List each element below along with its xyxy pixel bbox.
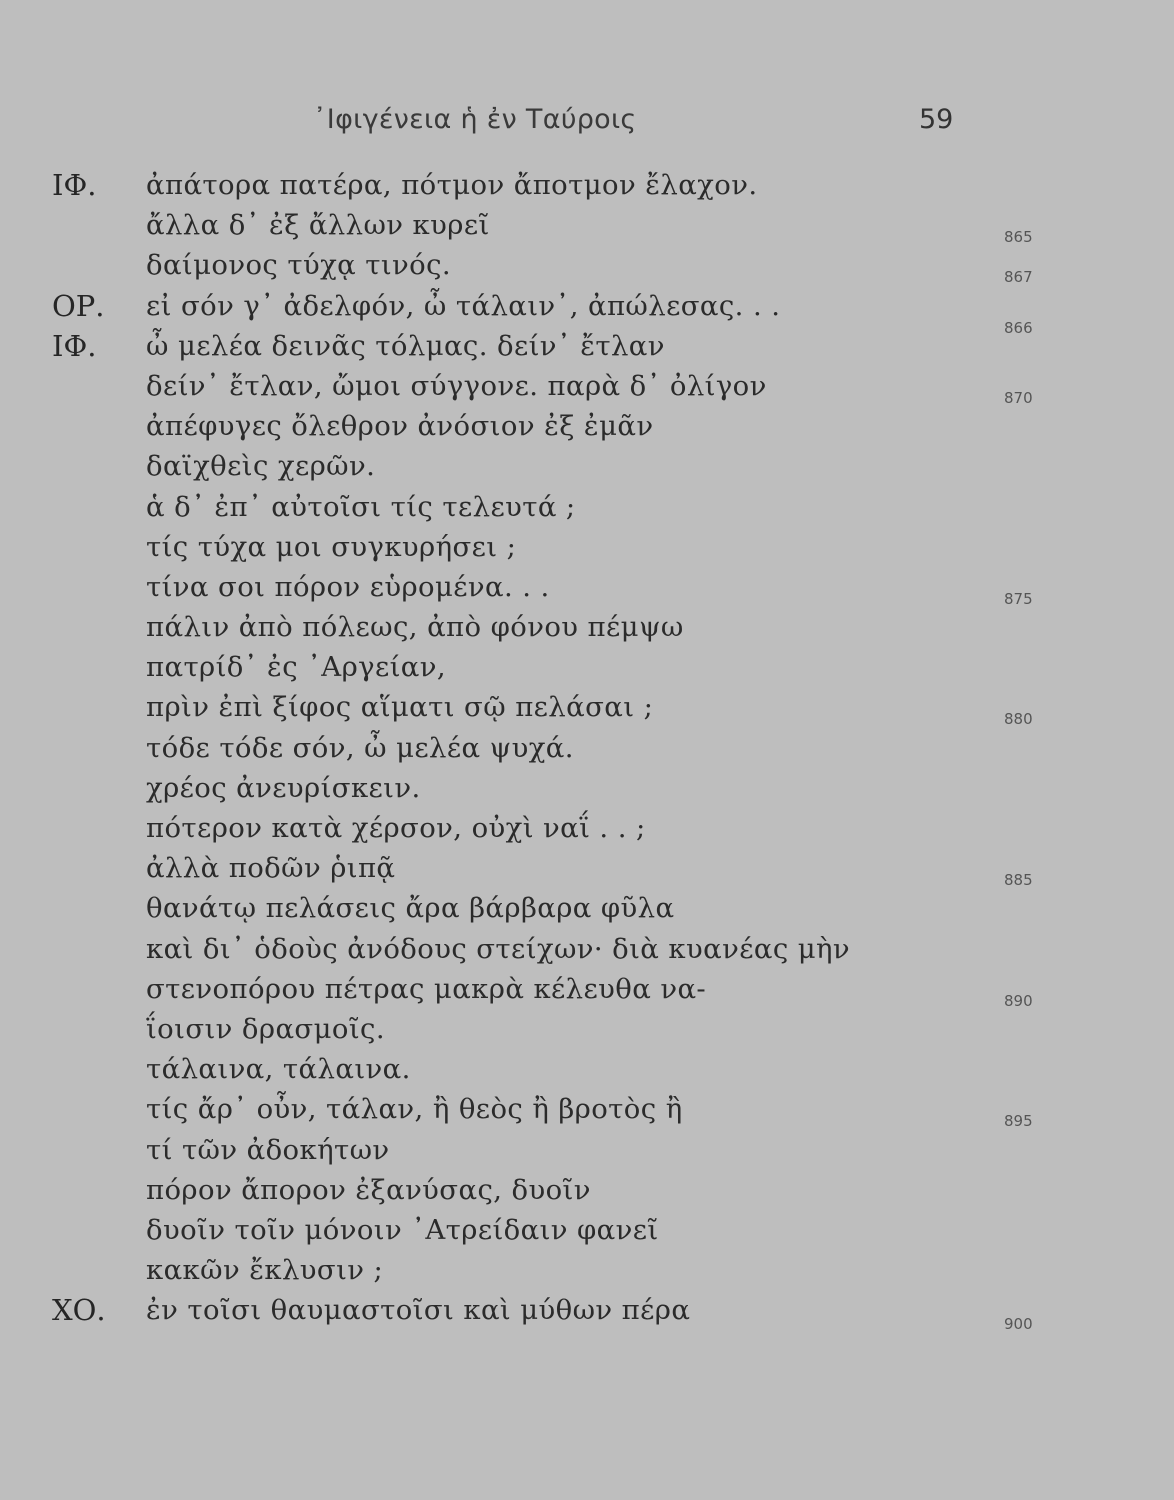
verse-line [0, 366, 1174, 406]
verse-text: χρέος ἀνευρίσκειν. [146, 771, 421, 804]
verse-line [0, 1210, 1174, 1250]
verse-line [0, 1250, 1174, 1290]
verse-line [0, 567, 1174, 607]
verse-text: δυοῖν τοῖν μόνοιν ᾿Ατρείδαιν φανεῖ [146, 1213, 659, 1246]
verse-text: πάλιν ἀπὸ πόλεως, ἀπὸ φόνου πέμψω [146, 611, 684, 644]
verse-line [0, 768, 1174, 808]
verse-line [0, 607, 1174, 647]
verse-line [0, 687, 1174, 727]
verse-line [0, 1130, 1174, 1170]
verse-text: εἰ σόν γ᾿ ἀδελφόν, ὦ τάλαιν᾿, ἀπώλεσας. . . [146, 289, 781, 322]
verse-text: ἄλλα δ᾿ ἐξ ἄλλων κυρεῖ [146, 209, 490, 242]
verse-text: στενοπόρου πέτρας μακρὰ κέλευθα να- [146, 972, 707, 1005]
verse-text: πατρίδ᾿ ἐς ᾿Αργείαν, [146, 651, 447, 684]
verse-text: δείν᾿ ἔτλαν, ὤμοι σύγγονε. παρὰ δ᾿ ὀλίγον [146, 369, 767, 402]
speaker-label: ΙΦ. [52, 168, 97, 202]
verse-line [0, 1290, 1174, 1334]
verse-text: τίς τύχα μοι συγκυρήσει ; [146, 530, 517, 563]
verse-text: τίνα σοι πόρον εὑρομένα. . . [146, 570, 550, 603]
verse-text: τίς ἄρ᾿ οὖν, τάλαν, ἢ θεὸς ἢ βροτὸς ἢ [146, 1093, 683, 1126]
verse-line [0, 969, 1174, 1009]
verse-line [0, 929, 1174, 969]
line-number: 880 [1004, 710, 1033, 729]
verse-line [0, 888, 1174, 928]
line-number: 866 [1004, 318, 1033, 337]
verse-text: τάλαινα, τάλαινα. [146, 1053, 411, 1086]
verse-text: δαϊχθεὶς χερῶν. [146, 450, 376, 483]
verse-text: πρὶν ἐπὶ ξίφος αἵματι σῷ πελάσαι ; [146, 691, 654, 724]
verse-line [0, 165, 1174, 205]
verse-line [0, 1089, 1174, 1129]
line-number: 867 [1004, 268, 1033, 287]
speaker-label: ΟΡ. [52, 288, 105, 323]
verse-line [0, 527, 1174, 567]
verse-line [0, 647, 1174, 687]
speaker-label: ΙΦ. [52, 328, 97, 363]
verse-text: ὦ μελέα δεινᾶς τόλμας. δείν᾿ ἔτλαν [146, 329, 665, 362]
verse-line [0, 326, 1174, 366]
verse-line [0, 446, 1174, 486]
line-number: 865 [1004, 228, 1033, 247]
line-number: 885 [1004, 871, 1033, 890]
verse-line [0, 286, 1174, 337]
verse-text: ἀλλὰ ποδῶν ῥιπᾷ [146, 852, 396, 885]
verse-line [0, 205, 1174, 245]
verse-text: ἐν τοῖσι θαυμαστοῖσι καὶ μύθων πέρα [146, 1294, 691, 1327]
verse-line [0, 808, 1174, 848]
verse-text: ἀπέφυγες ὄλεθρον ἀνόσιον ἐξ ἐμᾶν [146, 410, 654, 443]
page-number: 59 [919, 104, 954, 135]
verse-text: καὶ δι᾿ ὁδοὺς ἀνόδους στείχων· διὰ κυανέας μὴν [146, 932, 851, 965]
verse-line [0, 848, 1174, 888]
running-head-title: ᾿Ιφιγένεια ἡ ἐν Ταύροις [313, 104, 637, 135]
verse-line [0, 1170, 1174, 1210]
verse-text-block [0, 165, 1174, 1334]
verse-text: πότερον κατὰ χέρσον, οὐχὶ ναΐ . . ; [146, 812, 646, 844]
verse-line [0, 245, 1174, 285]
verse-text: τί τῶν ἀδοκήτων [146, 1133, 390, 1166]
verse-text: ἀπάτορα πατέρα, πότμον ἄποτμον ἔλαχον. [146, 169, 758, 201]
speaker-label: ΧΟ. [52, 1293, 106, 1328]
verse-text: ἁ δ᾿ ἐπ᾿ αὐτοῖσι τίς τελευτά ; [146, 490, 576, 523]
verse-text: κακῶν ἔκλυσιν ; [146, 1254, 384, 1287]
line-number: 870 [1004, 388, 1033, 407]
verse-line [0, 1049, 1174, 1089]
line-number: 900 [1004, 1315, 1033, 1334]
verse-text: δαίμονος τύχᾳ τινός. [146, 249, 452, 282]
verse-text: θανάτῳ πελάσεις ἄρα βάρβαρα φῦλα [146, 892, 675, 925]
verse-line [0, 728, 1174, 768]
verse-line [0, 406, 1174, 446]
verse-line [0, 487, 1174, 527]
verse-line [0, 1009, 1174, 1049]
line-number: 895 [1004, 1112, 1033, 1131]
verse-text: ΐοισιν δρασμοῖς. [146, 1012, 385, 1045]
line-number: 890 [1004, 991, 1033, 1010]
verse-text: τόδε τόδε σόν, ὦ μελέα ψυχά. [146, 731, 574, 764]
line-number: 875 [1004, 589, 1033, 608]
verse-text: πόρον ἄπορον ἐξανύσας, δυοῖν [146, 1173, 591, 1206]
